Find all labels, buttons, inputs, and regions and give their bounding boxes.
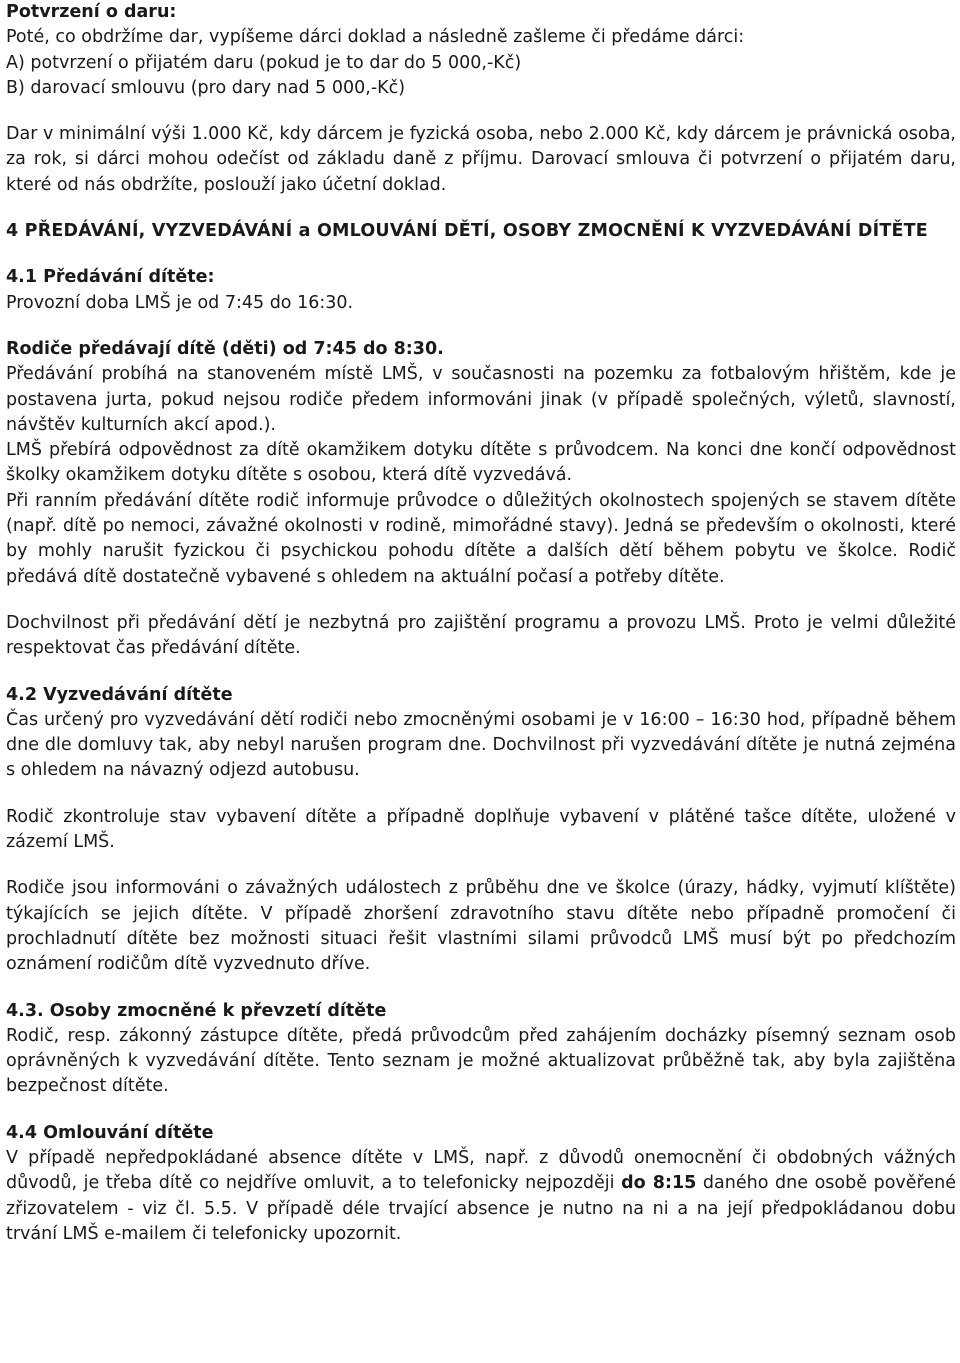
- spacer: [6, 978, 956, 999]
- equipment-check-paragraph: Rodič zkontroluje stav vybavení dítěte a případně doplňuje vybavení v plátěné tašce dítěte, uložené v zázemí LMŠ.: [6, 806, 956, 853]
- spacer: [6, 101, 956, 122]
- section-4-heading: 4 PŘEDÁVÁNÍ, VYZVEDÁVÁNÍ a OMLOUVÁNÍ DĚTÍ, OSOBY ZMOCNĚNÍ K VYZVEDÁVÁNÍ DÍTĚTE: [6, 221, 928, 242]
- responsibility-paragraph: LMŠ přebírá odpovědnost za dítě okamžikem dotyku dítěte s průvodcem. Na konci dne končí odpovědnost školky okamžikem dotyku dítěte s osobou, která dítě vyzvedává.: [6, 440, 956, 486]
- donation-intro-text: Poté, co obdržíme dar, vypíšeme dárci doklad a následně zašleme či předáme dárci:: [6, 27, 745, 48]
- spacer: [6, 662, 956, 683]
- spacer: [6, 855, 956, 876]
- section-4-1-title: 4.1 Předávání dítěte:: [6, 267, 215, 288]
- spacer: [6, 244, 956, 265]
- morning-info-paragraph: Při ranním předávání dítěte rodič informuje průvodce o důležitých okolnostech spojených se stavem dítěte (např. dítě po nemoci, závažné okolnosti v rodině, mimořádné stavy). Jedná se především o okolnosti, které by mohly narušit fyzickou či psychickou pohodu dítěte a dalších dětí během pobytu ve školce. Rodič předává dítě dostatečně vybavené s ohledem na aktuální počasí a potřeby dítěte.: [6, 490, 956, 587]
- document-page: [6, 0, 956, 1247]
- punctuality-paragraph: Dochvilnost při předávání dětí je nezbytná pro zajištění programu a provozu LMŠ. Proto je velmi důležité respektovat čas předávání dítěte.: [6, 612, 956, 659]
- authorized-persons-paragraph: Rodič, resp. zákonný zástupce dítěte, předá průvodcům před zahájením docházky písemný seznam osob oprávněných k vyzvedávání dítěte. Tento seznam je možné aktualizovat průběžně tak, aby byla zajištěna bezpečnost dítěte.: [6, 1025, 956, 1097]
- section-4-4-title: 4.4 Omlouvání dítěte: [6, 1122, 214, 1143]
- spacer: [6, 784, 956, 805]
- operating-hours-text: Provozní doba LMŠ je od 7:45 do 16:30.: [6, 292, 354, 313]
- section-4-3-title: 4.3. Osoby zmocněné k převzetí dítěte: [6, 1000, 387, 1021]
- donation-option-b: B) darovací smlouvu (pro dary nad 5 000,-Kč): [6, 77, 406, 98]
- spacer: [6, 1100, 956, 1121]
- absence-text-start: V případě nepředpokládané absence dítěte v LMŠ, např. z důvodů onemocnění či obdobných vážných důvodů, je třeba dítě co nejdříve omluvit, a to telefonicky nejpozději: [6, 1147, 956, 1194]
- donation-option-a: A) potvrzení o přijatém daru (pokud je to dar do 5 000,-Kč): [6, 52, 522, 73]
- spacer: [6, 198, 956, 219]
- dropoff-time-text: Rodiče předávají dítě (děti) od 7:45 do 8:30.: [6, 338, 444, 359]
- dropoff-location-paragraph: Předávání probíhá na stanoveném místě LMŠ, v současnosti na pozemku za fotbalovým hřištěm, kde je postavena jurta, pokud nejsou rodiče předem informováni jinak (v případě společných, výletů, slavností, návštěv kulturních akcí apod.).: [6, 364, 956, 435]
- absence-paragraph: [6, 1146, 956, 1247]
- section-4-2-title: 4.2 Vyzvedávání dítěte: [6, 684, 233, 705]
- donation-tax-note: Dar v minimální výši 1.000 Kč, kdy dárcem je fyzická osoba, nebo 2.000 Kč, kdy dárcem je právnická osoba, za rok, si dárci mohou odečíst od základu daně z příjmu. Darovací smlouva či potvrzení o přijatém daru, které od nás obdržíte, poslouží jako účetní doklad.: [6, 124, 956, 195]
- absence-text-end: daného dne osobě pověřené zřizovatelem - viz čl. 5.5. V případě déle trvající absence je nutno na ni a na její předpokládanou dobu trvání LMŠ e-mailem či telefonicky upozornit.: [6, 1173, 956, 1244]
- incident-info-paragraph: Rodiče jsou informováni o závažných událostech z průběhu dne ve školce (úrazy, hádky, vyjmutí klíštěte) týkajících se jejich dítěte. V případě zhoršení zdravotního stavu dítěte nebo případně promočení či prochladnutí dítěte bez možnosti situaci řešit vlastními silami průvodců LMŠ musí být po předchozím oznámení rodičům dítě vyzvednuto dříve.: [6, 878, 956, 975]
- donation-confirmation-heading: Potvrzení o daru:: [6, 2, 177, 22]
- pickup-time-paragraph: Čas určený pro vyzvedávání dětí rodiči nebo zmocněnými osobami je v 16:00 – 16:30 hod, případně během dne dle domluvy tak, aby nebyl narušen program dne. Dochvilnost při vyzvedávání dítěte je nutná zejména s ohledem na návazný odjezd autobusu.: [6, 709, 956, 781]
- spacer: [6, 590, 956, 611]
- absence-deadline: do 8:15: [621, 1173, 697, 1194]
- spacer: [6, 316, 956, 337]
